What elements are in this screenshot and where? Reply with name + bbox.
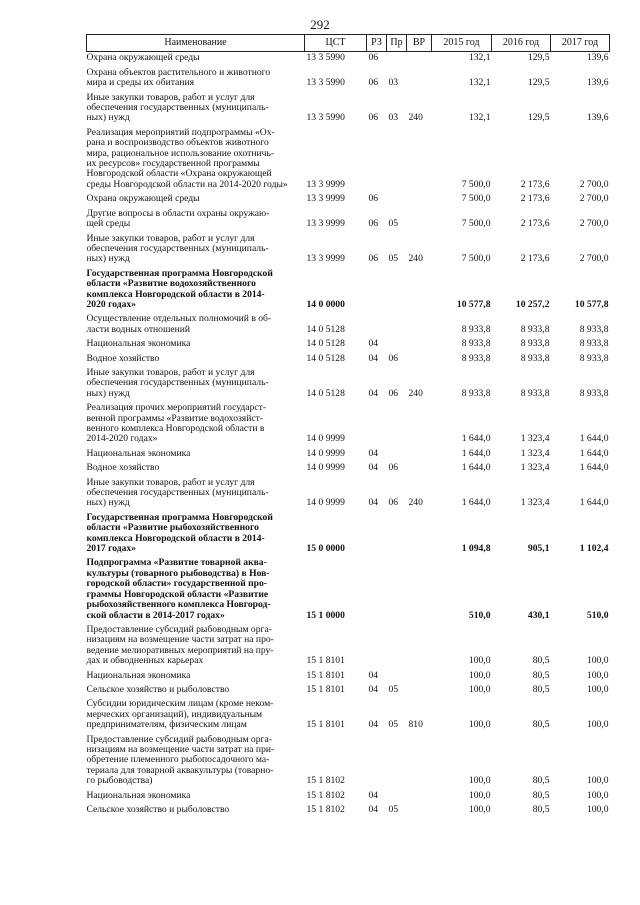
- row-2016: 80,5: [532, 804, 550, 815]
- row-rz: 04: [368, 804, 379, 815]
- row-name: Сельское хозяйство и рыболовство: [86, 683, 230, 695]
- row-2016: 2 173,6: [520, 193, 550, 205]
- row-rz: [367, 512, 387, 558]
- row-2017: 1 644,0: [579, 433, 609, 445]
- row-rz: 04: [368, 387, 379, 399]
- table-row: [87, 624, 610, 670]
- row-name: Национальная экономика: [86, 447, 191, 459]
- row-name: Государственная программа Новгородской области «Развитие водохозяйственного комплекса Новгородской области в 2014- 2020 годах»: [86, 267, 273, 310]
- row-vr: [407, 338, 432, 352]
- row-rz: 04: [368, 669, 379, 681]
- row-vr: [407, 52, 432, 67]
- row-2015: 100,0: [468, 804, 491, 815]
- table-row: [87, 698, 610, 733]
- row-rz: 04: [368, 789, 379, 801]
- row-cst: 15 1 8102: [306, 804, 345, 815]
- row-pr: 06: [388, 497, 399, 509]
- row-rz: 04: [368, 338, 379, 350]
- row-vr: [407, 402, 432, 448]
- row-vr: [407, 734, 432, 790]
- row-2015: 100,0: [468, 775, 491, 787]
- row-vr: [407, 512, 432, 558]
- row-rz: [367, 402, 387, 448]
- row-name: Реализация прочих мероприятий государст- венной программы «Развитие водохозяйст- венного комплекса Новгородской области в 2014-2020 годах»: [86, 402, 267, 445]
- row-name: Охрана объектов растительного и животного мира и среды их обитания: [86, 66, 271, 89]
- row-rz: [367, 127, 387, 193]
- row-rz: 04: [368, 497, 379, 509]
- row-name: Осуществление отдельных полномочий в об- ласти водных отношений: [86, 313, 272, 335]
- row-2017: 139,6: [586, 112, 609, 124]
- table-row: [87, 790, 610, 804]
- table-row: [87, 313, 610, 338]
- header-2017: 2017 год: [551, 35, 610, 52]
- row-vr: [407, 127, 432, 193]
- page-number: 292: [310, 17, 330, 32]
- row-2016: 1 323,4: [520, 497, 550, 509]
- row-pr: [387, 557, 407, 623]
- row-name: Государственная программа Новгородской области «Развитие рыбохозяйственного комплекса Новгородской области в 2014- 2017 годах»: [86, 511, 273, 555]
- table-row: [87, 127, 610, 193]
- row-vr: [407, 353, 432, 367]
- row-name: Сельское хозяйство и рыболовство: [86, 804, 230, 815]
- row-pr: [387, 670, 407, 684]
- row-2017: 139,6: [586, 77, 609, 89]
- row-vr: [407, 790, 432, 804]
- row-2017: 2 700,0: [579, 178, 609, 190]
- row-2016: 129,5: [527, 52, 550, 64]
- row-pr: [387, 193, 407, 207]
- row-2016: 2 173,6: [520, 218, 550, 230]
- row-2016: 2 173,6: [520, 253, 550, 265]
- row-2015: 8 933,8: [461, 338, 491, 350]
- table-row: [87, 367, 610, 402]
- row-name: Охрана окружающей среды: [86, 52, 200, 64]
- row-vr: [407, 670, 432, 684]
- row-pr: 05: [388, 218, 399, 230]
- row-rz: 06: [368, 77, 379, 89]
- row-2016: 10 257,2: [515, 298, 550, 310]
- row-2016: 80,5: [532, 655, 550, 667]
- row-2015: 510,0: [468, 609, 491, 621]
- row-name: Иные закупки товаров, работ и услуг для обеспечения государственных (муниципаль- ных) нужд: [86, 476, 269, 509]
- row-vr: 240: [408, 112, 423, 124]
- row-cst: 15 1 8101: [306, 655, 345, 667]
- row-2015: 100,0: [468, 683, 491, 695]
- row-vr: [407, 193, 432, 207]
- row-vr: [407, 313, 432, 338]
- table-row: [87, 462, 610, 476]
- row-vr: [407, 804, 432, 818]
- row-name: Водное хозяйство: [86, 462, 160, 474]
- row-2016: 129,5: [527, 112, 550, 124]
- row-2015: 132,1: [468, 112, 491, 124]
- row-cst: 13 3 5990: [306, 52, 345, 64]
- table-row: [87, 670, 610, 684]
- row-cst: 15 1 8101: [306, 683, 345, 695]
- table-row: [87, 402, 610, 448]
- row-pr: [387, 790, 407, 804]
- row-cst: 13 3 5990: [306, 112, 345, 124]
- row-2015: 1 644,0: [461, 462, 491, 474]
- header-2016: 2016 год: [492, 35, 551, 52]
- row-2016: 8 933,8: [520, 338, 550, 350]
- row-cst: 14 0 9999: [306, 497, 345, 509]
- row-2016: 905,1: [527, 543, 550, 555]
- row-2015: 1 644,0: [461, 497, 491, 509]
- row-name: Иные закупки товаров, работ и услуг для обеспечения государственных (муниципаль- ных) нужд: [86, 232, 269, 265]
- row-2017: 1 644,0: [579, 447, 609, 459]
- row-rz: 06: [368, 52, 379, 64]
- row-cst: 15 1 8102: [306, 775, 345, 787]
- row-cst: 14 0 5128: [306, 338, 345, 350]
- row-rz: 06: [368, 218, 379, 230]
- row-pr: [387, 313, 407, 338]
- row-name: Иные закупки товаров, работ и услуг для обеспечения государственных (муниципаль- ных) нужд: [86, 91, 269, 124]
- row-2017: 8 933,8: [579, 323, 609, 335]
- row-2015: 132,1: [468, 52, 491, 64]
- row-2017: 510,0: [586, 609, 609, 621]
- row-2017: 100,0: [586, 719, 609, 731]
- row-2015: 7 500,0: [461, 178, 491, 190]
- row-name: Реализация мероприятий подпрограммы «Ох- рана и воспроизводство объектов животного мира, рациональное использование охотничь- их ресурсов» государственной программы Новгородской области «Охрана окружающей среды Новгородской области на 2014-2020 годы»: [86, 126, 288, 190]
- row-cst: 13 3 9999: [306, 253, 345, 265]
- row-name: Национальная экономика: [86, 669, 191, 681]
- row-cst: 15 1 0000: [306, 609, 345, 621]
- row-pr: [387, 734, 407, 790]
- table-row: [87, 512, 610, 558]
- table-row: [87, 448, 610, 462]
- row-rz: 06: [368, 193, 379, 205]
- row-pr: [387, 512, 407, 558]
- row-2015: 8 933,8: [461, 352, 491, 364]
- row-2017: 139,6: [586, 52, 609, 64]
- table-row: [87, 804, 610, 818]
- row-cst: 15 1 8102: [306, 789, 345, 801]
- row-vr: 240: [408, 497, 423, 509]
- row-rz: 04: [368, 462, 379, 474]
- row-name: Подпрограмма «Развитие товарной аква- культуры (товарного рыбоводства) в Нов- городской области» государственной про- граммы Новгородской области «Развитие рыбохозяйственного комплекса Новгород- ской области в 2014-2017 годах»: [86, 557, 271, 621]
- row-pr: 06: [388, 462, 399, 474]
- row-name: Предоставление субсидий рыбоводным орга- низациям на возмещение части затрат на при- обретение племенного рыбопосадочного ма- териала для товарной аквакультуры (товарно- го рыбоводства): [86, 733, 275, 787]
- row-2017: 2 700,0: [579, 253, 609, 265]
- row-name: Охрана окружающей среды: [86, 193, 200, 205]
- row-pr: 03: [388, 77, 399, 89]
- row-2015: 10 577,8: [456, 298, 491, 310]
- table-body: [87, 52, 610, 819]
- table-row: [87, 338, 610, 352]
- row-2015: 1 644,0: [461, 447, 491, 459]
- row-2016: 8 933,8: [520, 387, 550, 399]
- row-2016: 1 323,4: [520, 433, 550, 445]
- row-2015: 7 500,0: [461, 253, 491, 265]
- header-vr: ВР: [407, 35, 432, 52]
- row-vr: [407, 67, 432, 92]
- row-cst: 14 0 9999: [306, 433, 345, 445]
- table-row: [87, 92, 610, 127]
- row-2016: 129,5: [527, 77, 550, 89]
- table-row: [87, 193, 610, 207]
- row-2015: 1 644,0: [461, 433, 491, 445]
- row-2017: 8 933,8: [579, 387, 609, 399]
- row-2016: 1 323,4: [520, 447, 550, 459]
- row-2017: 100,0: [586, 655, 609, 667]
- row-cst: 13 3 9999: [306, 193, 345, 205]
- row-pr: 05: [388, 683, 399, 695]
- row-2015: 7 500,0: [461, 193, 491, 205]
- row-2017: 2 700,0: [579, 193, 609, 205]
- row-2016: 80,5: [532, 789, 550, 801]
- row-2017: 100,0: [586, 683, 609, 695]
- header-rz: РЗ: [367, 35, 387, 52]
- row-cst: 13 3 5990: [306, 77, 345, 89]
- row-pr: 06: [388, 352, 399, 364]
- row-2016: 8 933,8: [520, 352, 550, 364]
- row-cst: 15 1 8101: [306, 669, 345, 681]
- row-rz: 04: [368, 719, 379, 731]
- row-rz: 06: [368, 253, 379, 265]
- row-2017: 100,0: [586, 789, 609, 801]
- row-rz: [367, 557, 387, 623]
- row-vr: 240: [408, 387, 423, 399]
- row-2016: 8 933,8: [520, 323, 550, 335]
- row-name: Иные закупки товаров, работ и услуг для обеспечения государственных (муниципаль- ных) нужд: [86, 366, 269, 399]
- row-cst: 15 1 8101: [306, 719, 345, 731]
- row-pr: [387, 402, 407, 448]
- row-pr: 05: [388, 804, 399, 815]
- row-pr: [387, 448, 407, 462]
- row-2017: 100,0: [586, 669, 609, 681]
- row-name: Предоставление субсидий рыбоводным орга- низациям на возмещение части затрат на про- ведение мелиоративных мероприятий на пру- дах и обводненных карьерах: [86, 623, 274, 667]
- row-vr: [407, 462, 432, 476]
- row-2015: 100,0: [468, 789, 491, 801]
- table-row: [87, 353, 610, 367]
- row-rz: [367, 624, 387, 670]
- row-pr: 05: [388, 719, 399, 731]
- row-2016: 430,1: [527, 609, 550, 621]
- row-2015: 8 933,8: [461, 323, 491, 335]
- row-2017: 8 933,8: [579, 352, 609, 364]
- header-row: [87, 35, 610, 52]
- row-cst: 13 3 9999: [306, 178, 345, 190]
- row-2015: 100,0: [468, 655, 491, 667]
- row-2015: 8 933,8: [461, 387, 491, 399]
- row-2016: 80,5: [532, 775, 550, 787]
- row-2016: 80,5: [532, 719, 550, 731]
- row-rz: 06: [368, 112, 379, 124]
- row-pr: [387, 338, 407, 352]
- table-row: [87, 557, 610, 623]
- row-2017: 2 700,0: [579, 218, 609, 230]
- row-vr: 810: [408, 719, 423, 731]
- row-name: Субсидии юридическим лицам (кроме неком- мерческих организаций), индивидуальным предпринимателям, физическим лицам: [86, 698, 274, 731]
- table-row: [87, 734, 610, 790]
- row-pr: 03: [388, 112, 399, 124]
- row-2015: 100,0: [468, 719, 491, 731]
- row-cst: 13 3 9999: [306, 218, 345, 230]
- row-cst: 14 0 0000: [306, 298, 345, 310]
- header-name: Наименование: [87, 35, 305, 52]
- row-2015: 7 500,0: [461, 218, 491, 230]
- row-2017: 100,0: [586, 804, 609, 815]
- row-rz: 04: [368, 352, 379, 364]
- table-row: [87, 67, 610, 92]
- row-pr: [387, 52, 407, 67]
- table-row: [87, 477, 610, 512]
- row-vr: [407, 448, 432, 462]
- row-cst: 14 0 5128: [306, 323, 345, 335]
- table-row: [87, 52, 610, 67]
- header-2015: 2015 год: [432, 35, 492, 52]
- budget-table: [86, 34, 610, 818]
- row-name: Национальная экономика: [86, 338, 191, 350]
- row-2015: 100,0: [468, 669, 491, 681]
- row-2017: 1 102,4: [579, 543, 609, 555]
- row-2016: 1 323,4: [520, 462, 550, 474]
- row-name: Национальная экономика: [86, 789, 191, 801]
- row-vr: [407, 557, 432, 623]
- row-vr: [407, 684, 432, 698]
- row-pr: [387, 268, 407, 314]
- table-row: [87, 233, 610, 268]
- header-pr: Пр: [387, 35, 407, 52]
- row-2015: 1 094,8: [461, 543, 491, 555]
- row-2017: 1 644,0: [579, 462, 609, 474]
- row-2017: 10 577,8: [574, 298, 609, 310]
- row-2016: 80,5: [532, 683, 550, 695]
- row-rz: [367, 268, 387, 314]
- row-name: Другие вопросы в области охраны окружаю- щей среды: [86, 207, 270, 230]
- row-pr: [387, 624, 407, 670]
- row-rz: 04: [368, 683, 379, 695]
- row-cst: 15 0 0000: [306, 543, 345, 555]
- row-cst: 14 0 9999: [306, 447, 345, 459]
- row-rz: [367, 734, 387, 790]
- row-vr: 240: [408, 253, 423, 265]
- row-2016: 2 173,6: [520, 178, 550, 190]
- row-pr: 06: [388, 387, 399, 399]
- row-vr: [407, 208, 432, 233]
- row-2017: 1 644,0: [579, 497, 609, 509]
- row-name: Водное хозяйство: [86, 352, 160, 364]
- row-2017: 8 933,8: [579, 338, 609, 350]
- row-rz: 04: [368, 447, 379, 459]
- header-cst: ЦСТ: [305, 35, 367, 52]
- table-row: [87, 268, 610, 314]
- row-pr: [387, 127, 407, 193]
- row-cst: 14 0 5128: [306, 387, 345, 399]
- row-vr: [407, 624, 432, 670]
- row-2016: 80,5: [532, 669, 550, 681]
- row-pr: 05: [388, 253, 399, 265]
- table-row: [87, 684, 610, 698]
- table-row: [87, 208, 610, 233]
- row-cst: 14 0 5128: [306, 352, 345, 364]
- row-cst: 14 0 9999: [306, 462, 345, 474]
- row-vr: [407, 268, 432, 314]
- row-2017: 100,0: [586, 775, 609, 787]
- row-rz: [367, 313, 387, 338]
- row-2015: 132,1: [468, 77, 491, 89]
